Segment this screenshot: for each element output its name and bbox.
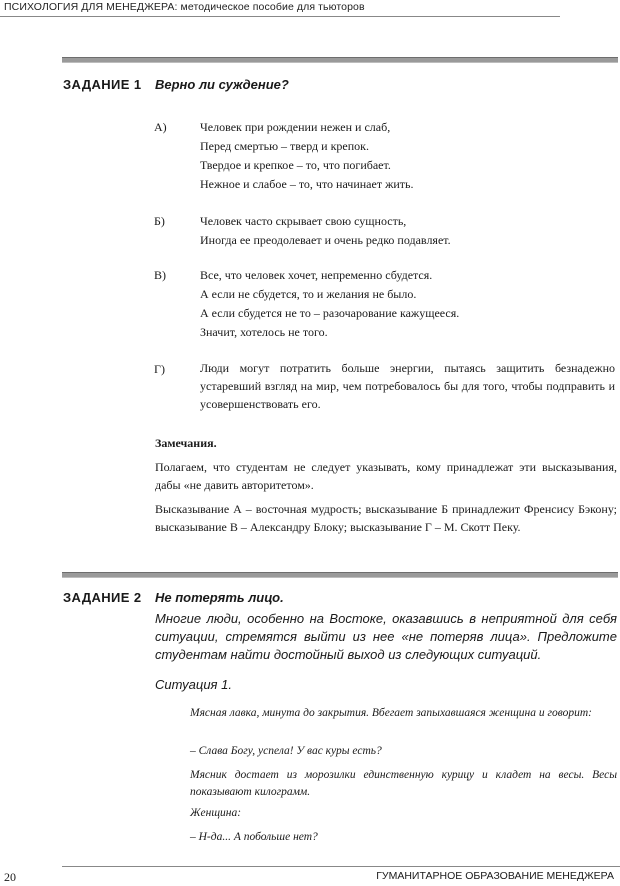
dialogue-paragraph: Мясная лавка, минута до закрытия. Вбегает запыхавшаяся женщина и говорит:	[190, 707, 592, 719]
notes-title: Замечания.	[155, 436, 217, 450]
running-header: ПСИХОЛОГИЯ ДЛЯ МЕНЕДЖЕРА: методическое пособие для тьюторов	[4, 1, 365, 13]
task2-label: ЗАДАНИЕ 2	[63, 590, 142, 605]
notes-paragraph: Высказывание А – восточная мудрость; высказывание Б принадлежит Френсису Бэкону; высказывание В – Александру Блоку; высказывание Г – М. Скотт Пеку.	[155, 502, 617, 534]
dialogue-paragraph: Женщина:	[190, 807, 242, 819]
page-number: 20	[4, 870, 16, 884]
item-a-line: Нежное и слабое – то, что начинает жить.	[200, 177, 414, 191]
item-v-line: А если сбудется не то – разочарование кажущееся.	[200, 306, 460, 320]
task2-intro: Многие люди, особенно на Востоке, оказавшись в неприятной для себя ситуации, стремятся выйти из нее «не потеряв лица». Предложите студентам найти достойный выход из следующих ситуаций.	[155, 611, 617, 662]
task1-label: ЗАДАНИЕ 1	[63, 77, 142, 92]
footer-divider	[62, 866, 620, 867]
item-a-line: Перед смертью – тверд и крепок.	[200, 139, 369, 153]
item-g-text: Люди могут потратить больше энергии, пытаясь защитить безнадежно устаревший взгляд на мир, чем потребовалось бы для того, чтобы подправить и усовершенствовать его.	[200, 361, 615, 411]
item-a-line: Человек при рождении нежен и слаб,	[200, 120, 391, 134]
dialogue-paragraph: Мясник достает из морозилки единственную курицу и кладет на весы. Весы показывают килограмм.	[190, 769, 617, 798]
item-v-line: Значит, хотелось не того.	[200, 325, 328, 339]
item-v-line: Все, что человек хочет, непременно сбудется.	[200, 268, 433, 282]
task1-rule	[62, 57, 618, 63]
task1-title: Верно ли суждение?	[155, 77, 289, 92]
situation-title: Ситуация 1.	[155, 677, 232, 692]
running-footer: ГУМАНИТАРНОЕ ОБРАЗОВАНИЕ МЕНЕДЖЕРА	[376, 870, 614, 882]
item-b-line: Человек часто скрывает свою сущность,	[200, 214, 407, 228]
task2-rule	[62, 572, 618, 578]
item-v-line: А если не сбудется, то и желания не было.	[200, 287, 417, 301]
item-v-marker: В)	[154, 268, 166, 282]
item-b-line: Иногда ее преодолевает и очень редко подавляет.	[200, 233, 451, 247]
item-b-marker: Б)	[154, 214, 165, 228]
header-divider	[0, 16, 560, 17]
notes-paragraph: Полагаем, что студентам не следует указывать, кому принадлежат эти высказывания, дабы «не давить авторитетом».	[155, 460, 617, 492]
item-a-marker: А)	[154, 120, 167, 134]
dialogue-paragraph: – Слава Богу, успела! У вас куры есть?	[190, 745, 382, 757]
task2-title: Не потерять лицо.	[155, 590, 284, 605]
dialogue-paragraph: – Н-да... А побольше нет?	[190, 831, 318, 843]
item-g-marker: Г)	[154, 362, 165, 376]
item-a-line: Твердое и крепкое – то, что погибает.	[200, 158, 391, 172]
